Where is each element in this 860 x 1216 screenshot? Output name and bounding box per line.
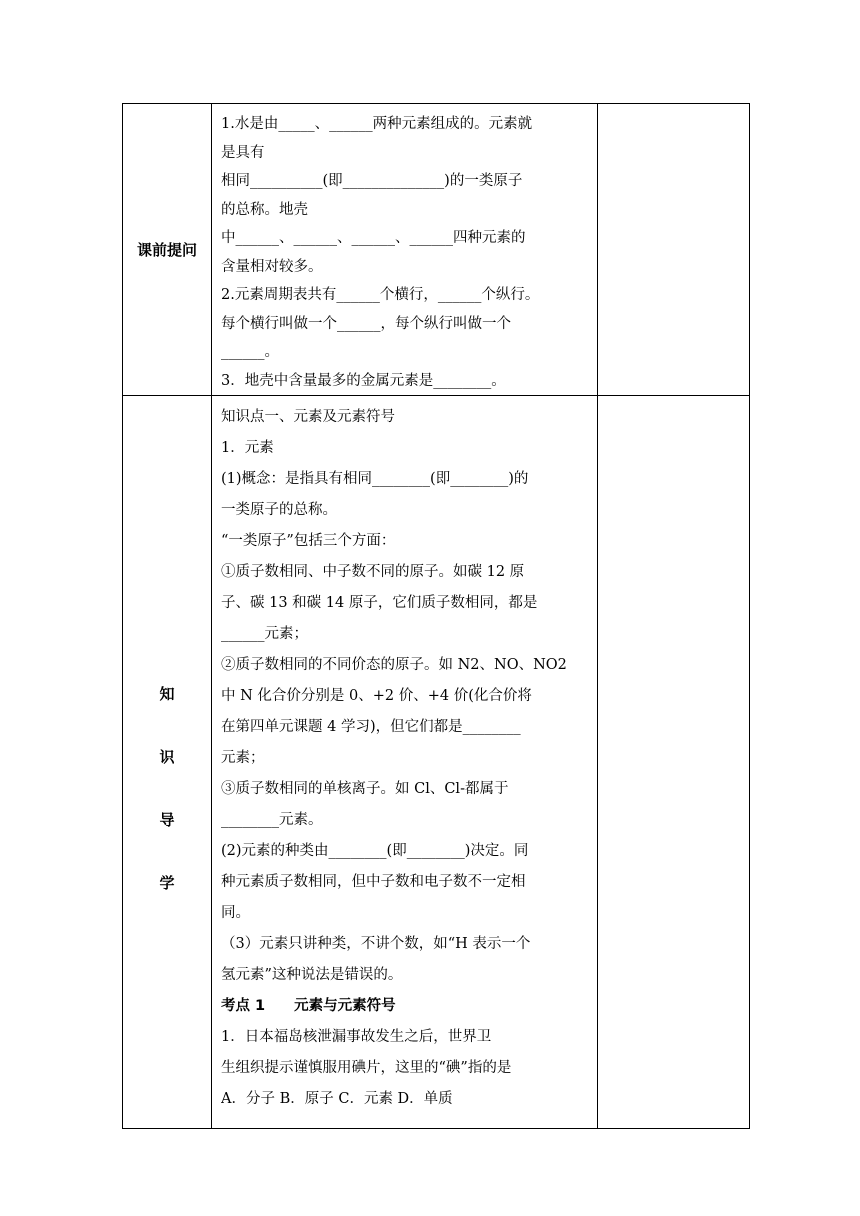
preview-content-cell — [212, 104, 598, 396]
guide-line: 在第四单元课题 4 学习)，但它们都是________ — [221, 719, 521, 735]
preview-line: 中______、______、______、______四种元素的 — [221, 230, 526, 246]
guide-line: 种元素质子数相同，但中子数和电子数不一定相 — [221, 874, 526, 890]
guide-label-char: 知 — [159, 685, 175, 703]
guide-line: (2)元素的种类由________(即________)决定。同 — [221, 843, 529, 859]
guide-line: ________元素。 — [221, 812, 323, 828]
preview-row — [123, 104, 750, 396]
guide-line: (1)概念：是指具有相同________(即________)的 — [221, 471, 529, 487]
guide-content-cell — [212, 396, 598, 1129]
preview-line: 3．地壳中含量最多的金属元素是________。 — [221, 372, 506, 389]
preview-line: 1.水是由_____、______两种元素组成的。元素就 — [221, 116, 533, 132]
preview-line: 每个横行叫做一个______，每个纵行叫做一个 — [221, 315, 511, 332]
guide-line: ①质子数相同、中子数不同的原子。如碳 12 原 — [221, 564, 525, 580]
guide-line: 子、碳 13 和碳 14 原子，它们质子数相同，都是 — [221, 595, 538, 611]
preview-label-cell — [123, 104, 212, 396]
guide-line: 中 N 化合价分别是 0、+2 价、+4 价(化合价将 — [221, 688, 532, 704]
guide-line: 同。 — [221, 905, 250, 921]
preview-line: 2.元素周期表共有______个横行，______个纵行。 — [221, 287, 540, 303]
guide-line: ③质子数相同的单核离子。如 Cl、Cl-都属于 — [221, 781, 509, 797]
guide-label-cell — [123, 396, 212, 1129]
guide-line: 氢元素”这种说法是错误的。 — [221, 967, 403, 983]
lesson-table — [122, 103, 750, 1129]
guide-line: ______元素； — [221, 626, 308, 642]
preview-line: ______。 — [221, 344, 279, 360]
exam-point-heading: 考点 1 元素与元素符号 — [221, 998, 396, 1014]
guide-line: 1．元素 — [221, 440, 274, 456]
preview-line: 的总称。地壳 — [221, 201, 308, 218]
guide-notes-cell — [598, 396, 750, 1129]
guide-row — [123, 396, 750, 1129]
preview-content — [212, 104, 597, 395]
guide-content — [212, 396, 597, 1115]
preview-label: 课前提问 — [136, 241, 197, 259]
guide-line: ②质子数相同的不同价态的原子。如 N2、NO、NO2 — [221, 657, 567, 673]
guide-line: 一类原子的总称。 — [221, 502, 337, 518]
guide-line: 生组织提示谨慎服用碘片，这里的“碘”指的是 — [221, 1060, 512, 1076]
guide-line: 元素； — [221, 750, 265, 766]
guide-line: A．分子 B．原子 C．元素 D．单质 — [221, 1091, 453, 1107]
guide-line: 知识点一、元素及元素符号 — [221, 409, 395, 425]
guide-label-char: 学 — [159, 874, 175, 892]
preview-line: 含量相对较多。 — [221, 258, 323, 275]
preview-notes-cell — [598, 104, 750, 396]
preview-line: 是具有 — [221, 144, 265, 161]
preview-line: 相同__________(即______________)的一类原子 — [221, 173, 523, 189]
guide-line: 1．日本福岛核泄漏事故发生之后，世界卫 — [221, 1029, 492, 1045]
guide-line: （3）元素只讲种类，不讲个数，如“H 表示一个 — [221, 936, 531, 952]
guide-line: “一类原子”包括三个方面： — [221, 533, 396, 549]
guide-label-char: 识 — [159, 748, 175, 766]
guide-label-char: 导 — [159, 811, 175, 829]
